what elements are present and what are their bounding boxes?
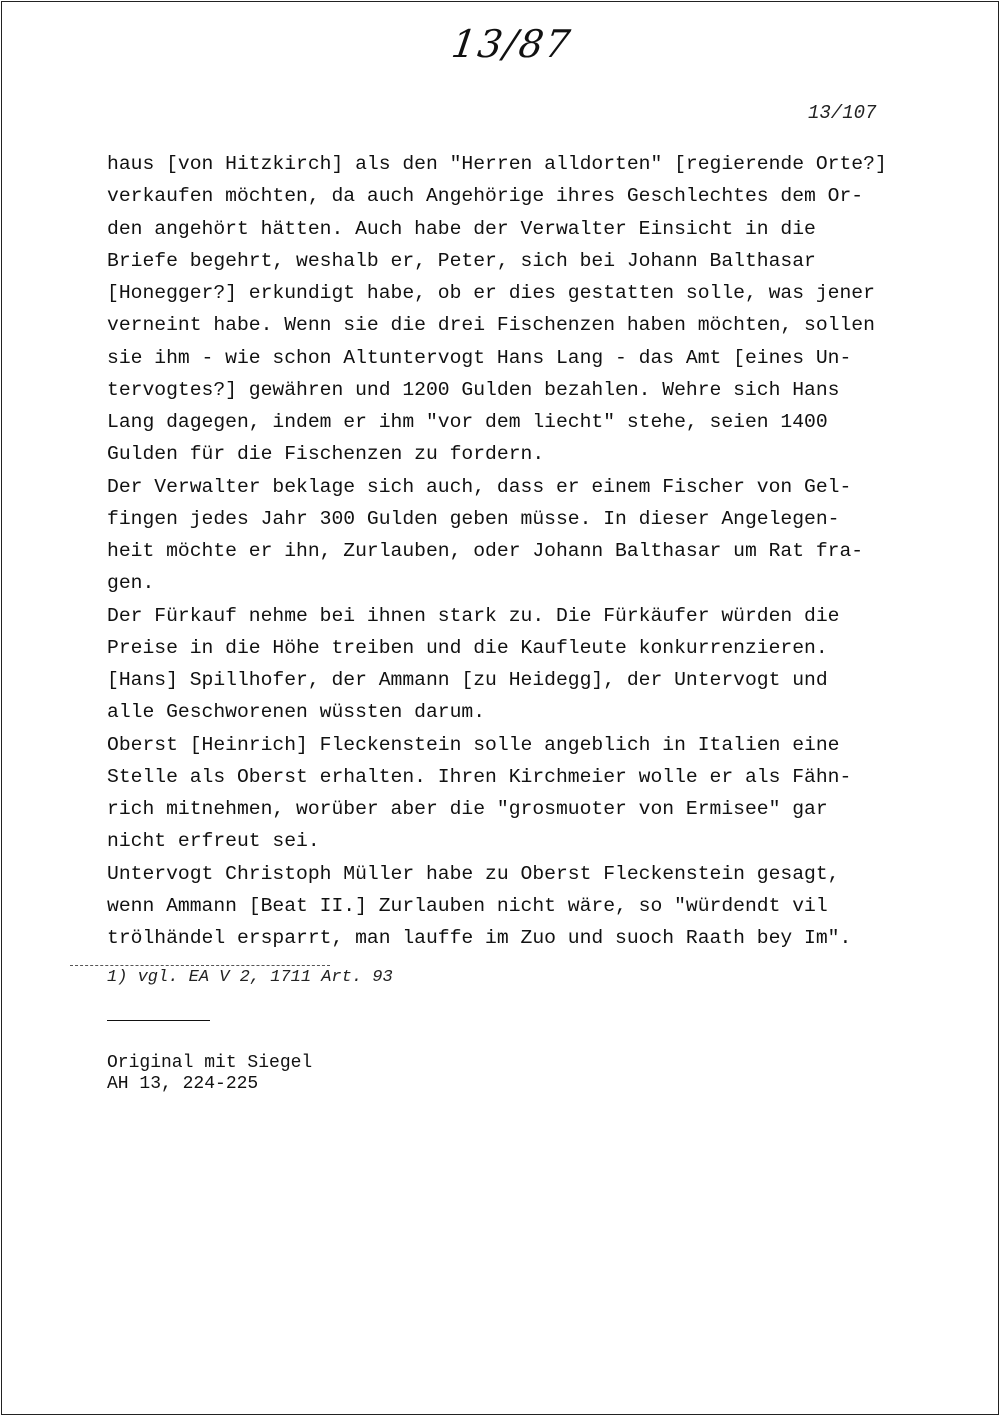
page-number: 13/107	[808, 102, 877, 124]
body-line: nicht erfreut sei.	[107, 830, 320, 853]
body-line: haus [von Hitzkirch] als den "Herren alldorten" [regierende Orte?]	[107, 153, 887, 175]
source-separator	[107, 1020, 210, 1021]
source-note	[107, 1031, 312, 1117]
body-line: fingen jedes Jahr 300 Gulden geben müsse. In dieser Angelegen-	[107, 507, 840, 530]
body-line: Briefe begehrt, weshalb er, Peter, sich bei Johann Balthasar	[107, 249, 816, 272]
body-line: verneint habe. Wenn sie die drei Fischenzen haben möchten, sollen	[107, 314, 875, 337]
body-line: tervogtes?] gewähren und 1200 Gulden bezahlen. Wehre sich Hans	[107, 378, 840, 401]
body-line: Lang dagegen, indem er ihm "vor dem liecht" stehe, seien 1400	[107, 411, 828, 433]
body-line: [Hans] Spillhofer, der Ammann [zu Heidegg], der Untervogt und	[107, 669, 828, 691]
body-line: gen.	[107, 572, 155, 595]
footnote: 1) vgl. EA V 2, 1711 Art. 93	[107, 968, 393, 987]
body-line: wenn Ammann [Beat II.] Zurlauben nicht wäre, so "würdendt vil	[107, 894, 828, 917]
body-text	[107, 148, 887, 954]
body-line: Stelle als Oberst erhalten. Ihren Kirchmeier wolle er als Fähn-	[107, 765, 852, 788]
body-line: Preise in die Höhe treiben und die Kaufleute konkurrenzieren.	[107, 636, 828, 659]
body-line: den angehört hätten. Auch habe der Verwalter Einsicht in die	[107, 217, 816, 240]
body-line: Untervogt Christoph Müller habe zu Oberst Fleckenstein gesagt,	[107, 862, 840, 885]
source-line: AH 13, 224-225	[107, 1074, 259, 1094]
body-line: Der Verwalter beklage sich auch, dass er einem Fischer von Gel-	[107, 475, 852, 498]
body-line: heit möchte er ihn, Zurlauben, oder Johann Balthasar um Rat fra-	[107, 540, 864, 562]
body-line: Der Fürkauf nehme bei ihnen stark zu. Die Fürkäufer würden die	[107, 604, 840, 627]
body-line: Oberst [Heinrich] Fleckenstein solle angeblich in Italien eine	[107, 733, 840, 756]
body-line: Gulden für die Fischenzen zu fordern.	[107, 443, 545, 466]
body-line: trölhändel ersparrt, man lauffe im Zuo und suoch Raath bey Im".	[107, 927, 852, 949]
body-line: rich mitnehmen, worüber aber die "grosmuoter von Ermisee" gar	[107, 798, 828, 820]
body-line: sie ihm - wie schon Altuntervogt Hans Lang - das Amt [eines Un-	[107, 346, 852, 369]
footnote-separator	[70, 965, 330, 966]
source-line: Original mit Siegel	[107, 1052, 313, 1073]
body-line: [Honegger?] erkundigt habe, ob er dies gestatten solle, was jener	[107, 282, 875, 304]
body-line: verkaufen möchten, da auch Angehörige ihres Geschlechtes dem Or-	[107, 185, 864, 208]
handwritten-archive-number: 13/87	[448, 22, 575, 66]
body-line: alle Geschworenen wüssten darum.	[107, 701, 486, 724]
